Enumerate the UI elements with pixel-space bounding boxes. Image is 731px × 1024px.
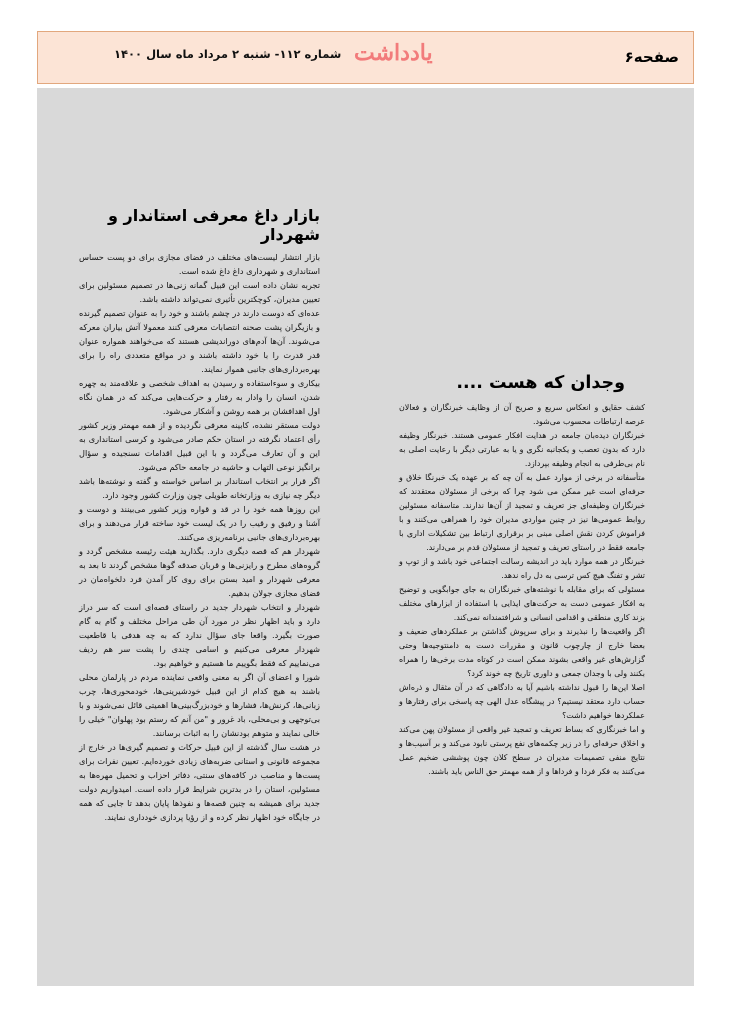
article-paragraph: اگر قرار بر انتخاب استاندار بر اساس خواسته و گفته و نوشته‌ها باشد دیگر چه نیازی به وزارتخانه طویلی چون وزارت کشور وجود دارد. bbox=[79, 476, 320, 500]
page-header bbox=[37, 31, 694, 84]
article-paragraph: خبرنگاران دیده‌بان جامعه در هدایت افکار عمومی هستند. خبرنگار وظیفه دارد که بدون تعصب و یکجانبه نگری و یا به عبارتی دیگر با رعایت اصلی به نام بی‌طرفی به انجام وظیفه بپردازد. bbox=[399, 431, 645, 468]
article-conscience bbox=[399, 373, 645, 779]
article-paragraph: اگر واقعیت‌ها را نبذیرند و برای سرپوش گذاشتن بر عملکردهای ضعیف و بعضا خارج از چارچوب قانون و مقررات دست به دامنتوجیه‌ها وحتی گزارش‌های غیر واقعی بشوند ممکن است در کوتاه مدت برخی‌ها را همراه بکنند ولی با وجدان جمعی و داوری تاریخ چه خوند کرد؟ bbox=[399, 627, 645, 678]
article-title: وجدان که هست .... bbox=[456, 373, 625, 393]
article-paragraph: عده‌ای که دوست دارند در چشم باشند و خود را به عنوان تصمیم گیرنده و بازیگران پشت صحنه انتصابات معرفی کنند معمولا آتش بیاران معرکه می‌شوند. آن‌ها آدم‌های دوراندیشی هستند که می‌خواهند همواره عنوان قدر قدرت را با خود داشته باشند و در مواقع متعددی راه را برای بهره‌برداری‌های جانبی هموار نمایند. bbox=[79, 308, 320, 374]
article-paragraph: بیکاری و سوءاستفاده و رسیدن به اهداف شخصی و علاقه‌مند به چهره شدن، انسان را وادار به رفتار و حرکت‌هایی می‌کند که در همان نگاه اول اهدافشان بر همه روشن و آشکار می‌شود. bbox=[79, 378, 320, 416]
article-paragraph: شورا و اعضای آن اگر به معنی واقعی نماینده مردم در پارلمان محلی باشند به هیچ کدام از این قبیل خودشیرینی‌ها، خودمحوری‌ها، چرب زبانی‌ها، کرنش‌ها، فشارها و خودبزرگ‌بینی‌ها اهمیتی قائل نمی‌شوند و با بی‌توجهی و بی‌محلی، باد غرور و "من آنم که رستم بود پهلوان" خیلی را خالی نمایند و متوهم بودنشان را به اثبات برسانند. bbox=[79, 672, 320, 738]
article-paragraph: کشف حقایق و انعکاس سریع و صریح آن از وظایف خبرنگاران و فعالان عرصه ارتباطات محسوب می‌شود. bbox=[399, 403, 645, 426]
article-paragraph: متأسفانه در برخی از موارد عمل به آن چه که بر عهده یک خبرنگا خلاق و حرفه‌ای است غیر ممکن می شود چرا که برخی از مسئولان معتقدند که خبرنگاران وظیفه‌ای جز تعریف و تمجید از آن‌ها ندارند. متاسفانه مسئولین روابط عمومی‌ها نیز در چنین مواردی مدیران خود را همراهی می‌کنند و با فراموش کردن نقش اصلی مبنی بر برقراری ارتباط بین تشکیلات اداری با جامعه فقط در راستای تعریف و تمجید از مسئولان قدم بر می‌دارند. bbox=[399, 473, 645, 552]
article-provincial-governor-mayor bbox=[79, 206, 320, 824]
article-paragraph: این روزها همه خود را در قد و قواره وزیر کشور می‌بینند و دوست و آشنا و رفیق و رقیب را در یک لیست خود ساخته قرار می‌دهند و برای بهره‌برداری‌های جانبی برنامه‌ریزی می‌کنند. bbox=[79, 504, 320, 542]
article-paragraph: اصلا این‌ها را قبول نداشته باشیم آیا به دادگاهی که در آن مثقال و ذره‌اش حساب دارد معتقد نیستیم؟ در پیشگاه عدل الهی چه پاسخی برای رفتارها و عملکردها خواهیم داشت؟ bbox=[399, 683, 645, 720]
article-paragraph: مسئولی که برای مقابله با نوشته‌های خبرنگاران به جای جوابگویی و توضیح به افکار عمومی دست به حرکت‌های ایذایی با استفاده از ابزارهای مختلف بزند کاری منطقی و اقدامی انسانی و شرافتمندانه نمی‌کند. bbox=[399, 585, 645, 622]
article-title: بازار داغ معرفی استاندار و شهردار bbox=[107, 206, 320, 244]
article-body bbox=[399, 401, 645, 779]
article-paragraph: و اما خبرنگاری که بساط تعریف و تمجید غیر واقعی از مسئولان پهن می‌کند و اخلاق حرفه‌ای را در زیر چکمه‌های نفع پرستی نابود می‌کند و بر آسیب‌ها و نتایج منفی تصمیمات مدیران در سطح کلان چون پوششی ضخیم عمل می‌کنند به فکر فردا و فرداها و از همه مهمتر حق الناس باید باشند. bbox=[399, 725, 645, 776]
article-body bbox=[79, 250, 320, 824]
article-paragraph: شهردار هم که قصه دیگری دارد. بگذارید هیئت رئیسه مشخص گردد و گروه‌های مطرح و رایزنی‌ها و قربان صدقه گوها مشخص گردند تا بعد به معرفی شهردار و امید بستن برای روی کار آمدن فرد دلخواه‌مان در فضای مجازی جولان بدهیم. bbox=[79, 546, 320, 598]
article-paragraph: در هشت سال گذشته از این قبیل حرکات و تصمیم گیری‌ها در خارج از مجموعه قانونی و استانی ضربه‌های زیادی خورده‌ایم. تعیین نفرات برای پست‌ها و مناصب در کافه‌های سنتی، دفاتر احزاب و تحمیل مهره‌ها به مسئولین، استان را در بدترین شرایط قرار داده است. امیدواریم دولت جدید برای همیشه به چنین قصه‌ها و نفوذها پایان بدهد تا جایی که همه در جایگاه خود اظهار نظر کرده و از رؤیا پردازی خودداری نمایند. bbox=[79, 742, 320, 822]
section-title: یادداشت bbox=[354, 40, 433, 66]
article-paragraph: تجربه نشان داده است این قبیل گمانه زنی‌ها در تصمیم مسئولین برای تعیین مدیران، کوچکترین تأثیری نمی‌تواند داشته باشد. bbox=[79, 280, 320, 304]
article-paragraph: بازار انتشار لیست‌های مختلف در فضای مجازی برای دو پست حساس استانداری و شهرداری داغ داغ شده است. bbox=[79, 252, 320, 276]
article-paragraph: خبرنگار در همه موارد باید در اندیشه رسالت اجتماعی خود باشد و از توپ و تشر و تفنگ هیچ کس ترسی به دل راه ندهد. bbox=[399, 557, 645, 580]
article-paragraph: شهردار و انتخاب شهردار جدید در راستای قصه‌ای است که سر دراز دارد و باید اظهار نظر در مورد آن طی مراحل مختلف و گام به گام صورت بگیرد. واقعا جای سؤال ندارد که به چه هدفی با قاطعیت شهردار معرفی می‌کنیم و اسامی چندی را پشت سر هم ردیف می‌نماییم که فقط بگوییم ما هستیم و خواهیم بود. bbox=[79, 602, 320, 668]
page-number: صفحه۶ bbox=[624, 48, 679, 66]
article-paragraph: دولت مستقر نشده، کابینه معرفی نگردیده و از همه مهمتر وزیر کشور رأی اعتماد نگرفته در استان حکم صادر می‌شود و کرسی استانداری به این و آن تعارف می‌گردد و با این قبیل اقدامات نسنجیده و سؤال برانگیز نوعی التهاب و حاشیه در جامعه حاکم می‌شود. bbox=[79, 420, 320, 472]
issue-info: شماره ۱۱۲- شنبه ۲ مرداد ماه سال ۱۴۰۰ bbox=[114, 47, 342, 61]
